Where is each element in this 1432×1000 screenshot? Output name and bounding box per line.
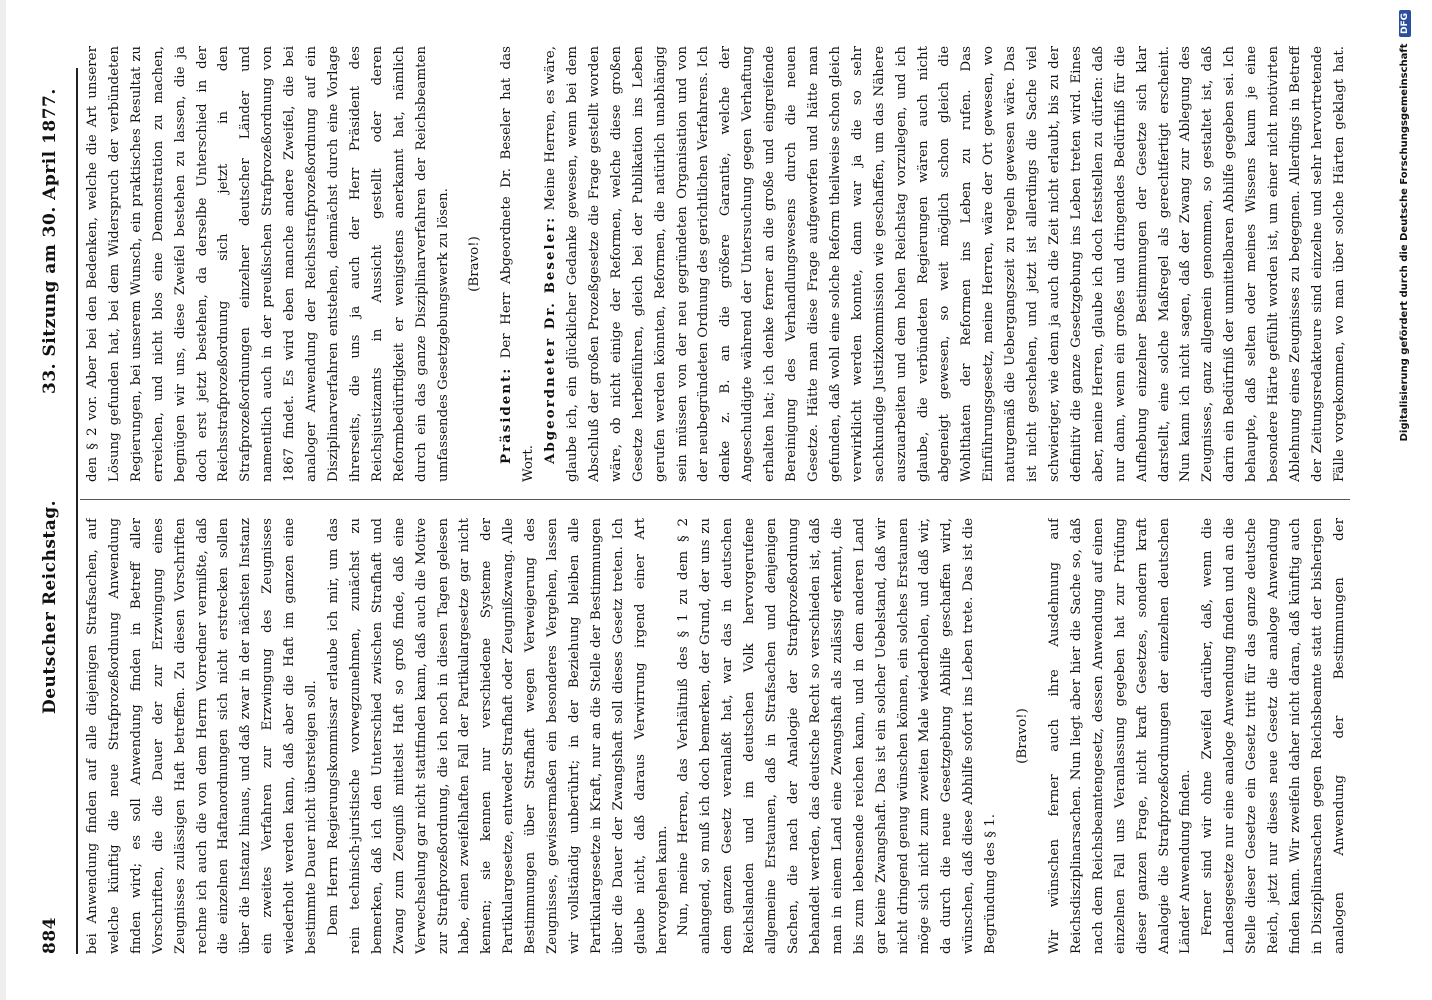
header-left-title: Deutscher Reichstag.: [40, 499, 60, 714]
paragraph: bei Anwendung finden auf alle diejenigen Strafsachen, auf welche künftig die neue Strafprozeßordnung Anwendung finden wird; es soll Anwendung finden in Betreff aller Vorschriften, die die Dauer der zur Erzwingung eines Zeugnisses zulässigen Haft betreffen. Zu diesen Vorschriften rechne ich auch die von dem Herrn Vorredner vermißte, daß die einzelnen Haftanordnungen sich nicht erstrecken sollen über die Instanz hinaus, und daß zwar in der nächsten Instanz ein zweites Verfahren zur Erzwingung des Zeugnisses wiederholt werden kann, daß aber die Haft im ganzen eine bestimmte Dauer nicht übersteigen soll.: [85, 518, 320, 954]
dfg-badge: DFG: [1399, 10, 1411, 37]
paragraph: den § 2 vor. Aber bei den Bedenken, welche die Art unserer Lösung gefunden hat, bei dem Widerspruch der verbündeten Regierungen, bei unserem Wunsch, ein praktisches Resultat zu erreichen, und nicht blos eine Demonstration zu machen, begnügen wir uns, diese Zweifel bestehen zu lassen, die ja doch erst jetzt bestehen, da derselbe Unterschied in der Reichsstrafprozeßordnung sich jetzt in den Strafprozeßordnungen einzelner deutscher Länder und namentlich auch in der preußischen Strafprozeßordnung von 1867 findet. Es wird eben manche andere Zweifel, die bei analoger Anwendung der Reichsstrafprozeßordnung auf ein Disziplinarverfahren entstehen, demnächst durch eine Vorlage ihrerseits, die uns ja auch der Herr Präsident des Reichsjustizamts in Aussicht gestellt oder deren Reformbedürftigkeit er wenigstens anerkannt hat, nämlich durch ein das ganze Disziplinarverfahren der Reichsbeamten umfassendes Gesetzgebungswerk zu lösen.: [85, 46, 451, 482]
column-divider: [80, 499, 1350, 500]
paragraph: (Bravo!): [1015, 708, 1031, 764]
paragraph: Dem Herrn Regierungskommissar erlaube ich mir, um das rein technisch-juristische vorwegzunehmen, zunächst zu bemerken, daß ich den Unterschied zwischen Strafhaft und Zwang zum Zeugniß mittelst Haft so groß finde, daß eine Verwechselung gar nicht stattfinden kann, daß auch die Motive zur Strafprozeßordnung, die ich noch in diesen Tagen gelesen habe, einen zweifelhaften Fall der Partikulargesetze gar nicht kennen; sie kennen nur verschiedene Systeme der Partikulargesetze, entweder Strafhaft oder Zeugnißzwang. Alle Bestimmungen über Strafhaft wegen Verweigerung des Zeugnisses, gewissermaßen ein besonderes Vergehen, lassen wir vollständig unberührt; in der Beziehung bleiben alle Partikulargesetze in Kraft, nur an die Stelle der Bestimmungen über die Dauer der Zwangshaft soll dieses Gesetz treten. Ich glaube nicht, daß daraus Verwirrung irgend einer Art hervorgehen kann.: [325, 518, 670, 954]
left-column: [82, 518, 1352, 954]
paragraph: [496, 46, 540, 482]
footer-text: Digitalisierung gefördert durch die Deutsche Forschungsgemeinschaft: [1399, 43, 1410, 442]
page-header: [36, 88, 66, 954]
paragraph-text: Meine Herren, es wäre, glaube ich, ein glücklicher Gedanke gewesen, wenn bei dem Abschluß der großen Prozeßgesetze die Frage gestellt worden wäre, ob nicht einige der Reformen, welche diese großen Gesetze herbeiführen, gleich bei der Publikation ins Leben gerufen werden könnten, Reformen, die natürlich unabhängig sein müssen von der neu gegründeten Organisation und von der neubegründeten Ordnung des gerichtlichen Verfahrens. Ich denke z. B. an die größere Garantie, welche der Angeschuldigte während der Untersuchung gegen Verhaftung erhalten hat; ich denke ferner an die große und eingreifende Bereinigung des Verhandlungswesens durch die neuen Gesetze. Hätte man diese Frage aufgeworfen und hätte man gefunden, daß wohl eine solche Reform theilweise schon gleich verwirklicht werden konnte, dann war ja die so sehr sachkundige Justizkommission wie geschaffen, um das Nähere auszuarbeiten und dem hohen Reichstag vorzulegen, und ich glaube, die verbündeten Regierungen wären auch nicht abgeneigt gewesen, so weit möglich schon gleich die Wohlthaten der Reformen ins Leben zu rufen. Das Einführungsgesetz, meine Herren, wäre der Ort gewesen, wo naturgemäß die Uebergangszeit zu regeln gewesen wäre. Das ist nicht geschehen, und jetzt ist allerdings die Sache viel schwieriger, wie denn ja auch die Zeit nicht erlaubt, bis zu der definitiv die ganze Gesetzgebung ins Leben treten wird. Eines aber, meine Herren, glaube ich doch feststellen zu dürfen: daß nur dann, wenn ein großes und dringendes Bedürfniß für die Aufhebung einzelner Bestimmungen der Gesetze sich klar darstellt, eine solche Maßregel als gerechtfertigt erscheint. Nun kann ich nicht sagen, daß der Zwang zur Ablegung des Zeugnisses, ganz allgemein genommen, so gestaltet ist, daß darin ein Bedürfniß der unmittelbaren Abhilfe gegeben sei. Ich behaupte, daß selten oder meines Wissens kaum je eine besondere Härte gefühlt worden ist, um einer nicht motivirten Ablehnung eines Zeugnisses zu begegnen. Allerdings in Betreff der Zeitungsredakteure sind einzelne und sehr hervortretende Fälle vorgekommen, wo man über solche Härten geklagt hat.: [543, 46, 1347, 482]
speaker-label: Abgeordneter Dr. Beseler:: [542, 215, 559, 464]
scan-edge: [0, 0, 6, 1000]
paragraph: [540, 46, 1352, 482]
paragraph: (Bravo!): [467, 236, 483, 292]
paragraph: Ferner sind wir ohne Zweifel darüber, daß, wenn die Landesgesetze nur eine analoge Anwendung finden und an die Stelle dieser Gesetze ein Gesetz tritt für das ganze deutsche Reich, jetzt nur dieses neue Gesetz die analoge Anwendung finden kann. Wir zweifeln daher nicht daran, daß künftig auch in Disziplinarsachen gegen Reichsbeamte statt der bisherigen analogen Anwendung der Bestimmungen der: [1200, 518, 1347, 954]
paragraph-text: Der Herr Abgeordnete Dr. Beseler hat das Wort.: [499, 46, 537, 482]
right-column: [82, 46, 1352, 482]
header-right-title: 33. Sitzung am 30. April 1877.: [40, 88, 60, 394]
paragraph: Wir wünschen ferner auch ihre Ausdehnung auf Reichsdisziplinarsachen. Nun liegt aber hier die Sache so, daß nach dem Reichsbeamtengesetz, dessen Anwendung auf einen einzelnen Fall uns Veranlassung gegeben hat zur Prüfung dieser ganzen Frage, nicht kraft Gesetzes, sondern kraft Analogie die Strafprozeßordnungen der einzelnen deutschen Länder Anwendung finden.: [1046, 518, 1194, 954]
speaker-label: Präsident:: [498, 366, 515, 464]
page-number: 884: [40, 917, 60, 954]
footer-credit: [1399, 0, 1419, 1000]
header-rule: [76, 68, 78, 954]
paragraph: Nun, meine Herren, das Verhältniß des § 1 zu dem § 2 anlangend, so muß ich doch bemerken, der Grund, der uns zu dem ganzen Gesetz veranlaßt hat, war das in deutschen Reichslanden und im deutschen Volk hervorgerufene allgemeine Erstaunen, daß in Strafsachen und denjenigen Sachen, die nach der Analogie der Strafprozeßordnung behandelt werden, das deutsche Recht so verschieden ist, daß man in einem Land eine Zwangshaft als zulässig erkennt, die bis zum lebensende reichen kann, und in dem anderen Land gar keine Zwangshaft. Das ist ein solcher Uebelstand, daß wir nicht dringend genug wünschen können, ein solches Erstaunen möge sich nicht zum zweiten Male wiederholen, und daß wir, da durch die neue Gesetzgebung Abhilfe geschaffen wird, wünschen, daß diese Abhilfe sofort ins Leben trete. Das ist die Begründung des § 1.: [676, 518, 999, 954]
